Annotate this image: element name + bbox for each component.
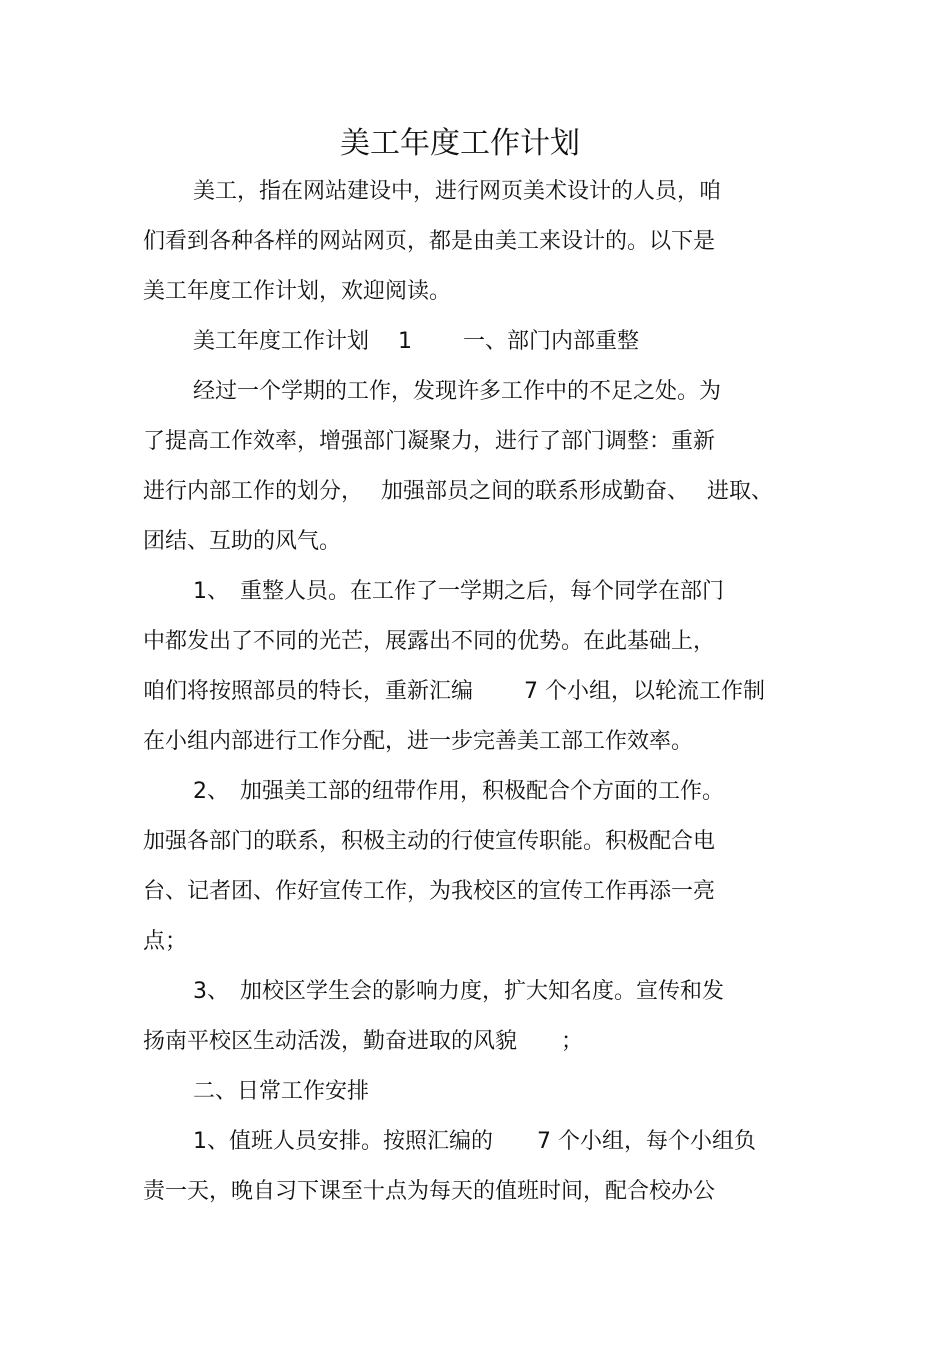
paragraph-line: 了提高工作效率，增强部门凝聚力，进行了部门调整：重新 <box>143 429 716 454</box>
paragraph-line: 经过一个学期的工作，发现许多工作中的不足之处。为 <box>193 379 722 404</box>
paragraph-line: 们看到各种各样的网站网页，都是由美工来设计的。以下是 <box>143 229 716 254</box>
paragraph-line: 进行内部工作的划分， 加强部员之间的联系形成勤奋、 进取、 <box>143 479 773 504</box>
paragraph-line: 中都发出了不同的光芒，展露出不同的优势。在此基础上， <box>143 629 716 654</box>
paragraph-line: 点； <box>143 929 188 954</box>
list-item-line: 1、 重整人员。在工作了一学期之后，每个同学在部门 <box>193 579 724 604</box>
list-item-line: 2、 加强美工部的纽带作用，积极配合个方面的工作。 <box>193 779 724 804</box>
list-item-line: 1、值班人员安排。按照汇编的 7 个小组，每个小组负 <box>193 1129 756 1154</box>
paragraph-line: 团结、互助的风气。 <box>143 529 342 554</box>
paragraph-line: 加强各部门的联系，积极主动的行使宣传职能。积极配合电 <box>143 829 716 854</box>
paragraph-line: 扬南平校区生动活泼，勤奋进取的风貌 ； <box>143 1029 584 1054</box>
paragraph-line: 责一天，晚自习下课至十点为每天的值班时间，配合校办公 <box>143 1179 716 1204</box>
paragraph-line: 在小组内部进行工作分配，进一步完善美工部工作效率。 <box>143 729 694 754</box>
paragraph-line: 咱们将按照部员的特长，重新汇编 7 个小组，以轮流工作制 <box>143 679 765 704</box>
section-heading: 美工年度工作计划 1 一、部门内部重整 <box>193 329 639 354</box>
paragraph-line: 台、记者团、作好宣传工作，为我校区的宣传工作再添一亮 <box>143 879 716 904</box>
document-title: 美工年度工作计划 <box>340 126 580 161</box>
section-heading: 二、日常工作安排 <box>193 1079 370 1104</box>
paragraph-line: 美工年度工作计划，欢迎阅读。 <box>143 279 452 304</box>
paragraph-line: 美工，指在网站建设中，进行网页美术设计的人员，咱 <box>193 179 722 204</box>
list-item-line: 3、 加校区学生会的影响力度，扩大知名度。宣传和发 <box>193 979 724 1004</box>
